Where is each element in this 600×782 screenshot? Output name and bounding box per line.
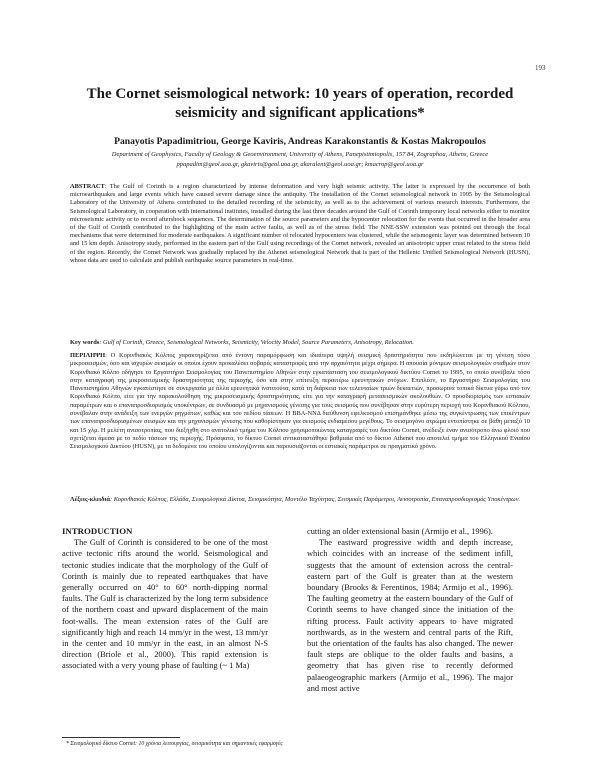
intro-paragraph-2: The eastward progressive width and depth increase, which coincides with an increase of the sediment infill, suggests that the amount of extension across the central-eastern part of the Gulf is greater than at the western boundary (Brooks & Ferentinos, 1984; Armijo et al., 1996). The faulting geometry at the eastern boundary of the Gulf of Corinth seems to have changed since the initiation of the rifting process. Fault activity appears to have migrated northwards, as in the western and central parts of the Rift, but the orientation of the faults has also changed. The newer fault steps are oblique to the older faults and basins, a geometry that has given rise to recently deformed palaeogeographic markers (Armijo et al., 1996). The major and most active [307,538,513,693]
keywords-label: Key words [70,339,100,346]
author-affiliation: Department of Geophysics, Faculty of Geology & Geoenvironment, University of Athens, Panepistimiopolis, 157 84, Zographou, Athens, Greece [111,151,489,158]
greek-keywords-label: Λέξεις-κλειδιά [70,496,110,503]
abstract-english [70,183,530,265]
section-heading-introduction: INTRODUCTION [62,526,133,536]
author-emails: ppapadim@geol.uoa.gr, gkaviris@geol.uoa.gr, akaralent@geol.uoa.gr; kmacrop@geol.uoa.gr [176,161,424,168]
intro-paragraph-1: The Gulf of Corinth is considered to be one of the most active tectonic rifts around the world. Seismological and tectonic studies indicate that the morphology of the Gulf of Corinth is mainly due to repeated earthquakes that have generally occurred on 40° to 60° north-dipping normal faults. The Gulf is characterized by the long term subsidence of the northern coast and upward displacement of the main foot-walls. The mean extension rates of the Gulf are significantly high and reach 14 mm/yr in the west, 13 mm/yr in the center and 10 mm/yr in the east, in an almost N-S direction (Briole et al., 2000). This rapid extension is associated with a very young phase of faulting (~ 1 Ma) [62,538,268,671]
greek-abstract-text: : Ο Κορινθιακός Κόλπος χαρακτηρίζεται από έντονη παραμόρφωση και ιδιαίτερα υψηλή σεισμική δραστηριότητα που εκδηλώνεται με τη γένεση τόσο μικροσεισμών, όσο και ισχυρών σεισμών οι οποίοι έχουν προκαλέσει σοβαρές καταστροφές από την αρχαιότητα μέχρι σήμερα. Η απουσία μόνιμων σεισμολογικών σταθμών στον Κορινθιακό Κόλπο οδήγησε το Εργαστήριο Σεισμολογίας του Πανεπιστημίου Αθηνών στην εγκατάσταση του σεισμολογικού δικτύου Cornet το 1995, το οποίο συνέβαλε τόσο στην καταγραφή της μικροσεισμικής δραστηριότητας της περιοχής, όσο και στην επίτευξη περαιτέρω ερευνητικών στόχων. Επιπλέον, το Εργαστήριο Σεισμολογίας του Πανεπιστημίου Αθηνών εγκατέστησε σε συνεργασία με άλλα ερευνητικά ινστιτούτα, κατά τη διάρκεια των τελευταίων τριών δεκαετιών, προσωρινά τοπικά δίκτυα γύρω από τον Κορινθιακό Κόλπο, είτε για την παρακολούθηση της μικροσεισμικής δραστηριότητας, είτε για την καταγραφή μετασεισμικών ακολουθιών. Ο προσδιορισμός των εστιακών παραμέτρων και ο επαναπροσδιορισμός υποκέντρων, σε συνδυασμό με μηχανισμούς γένεσης για τους σεισμούς που συνέβησαν στην ευρύτερη περιοχή του Κορινθιακού Κόλπου, συνέβαλαν στην ανάδειξη των ενεργών ρηγμάτων, καθώς και του πεδίου τάσεων. Η ΒΒΑ-ΝΝΔ διεύθυνση εφελκυσμού επισημάνθηκε μέσω της συγκέντρωσης των επικέντρων των επαναπροσδιορισμένων σεισμών και την μηχανισμών γένεσης που καθορίστηκαν για σεισμούς ενδιαμέσου μεγέθους. Το σεισμογόνο στρώμα εντοπίστηκε σε βάθη μεταξύ 10 και 15 χλμ. Η μελέτη ανισοτροπίας, που διεξήχθη στο ανατολικό τμήμα του Κόλπου χρησιμοποιώντας καταγραφές του δικτύου Cornet, ανέδειξε έναν ανισότροπο άνω φλοιό που σχετίζεται άμεσα με το πεδίο τάσεων της περιοχής. Πρόσφατα, το δίκτυο Cornet αντικαταστάθηκε βαθμιαία από το δίκτυο Athenet που αποτελεί τμήμα του Ελληνικού Ενιαίου Σεισμολογικού Δικτύου (HUSN), με τα δεδομένα του οποίου υπολογίζονται και παρουσιάζονται οι εστιακές παράμετροι σε πραγματικό χρόνο. [70,352,530,451]
body-column-left [62,526,268,672]
abstract-greek [70,352,530,452]
abstract-label: ABSTRACT [70,183,105,190]
footnote: * Σεισμολογικό δίκτυο Cornet: 10 χρόνια λειτουργίας, σεισμικότητα και σημαντικές εφαρμογές [66,741,283,747]
greek-keywords-text: : Κορινθιακός Κόλπος, Ελλάδα, Σεισμολογικά Δίκτυα, Σεισμικότητα, Μοντέλο Ταχύτητας, Σεισμικές Παράμετροι, Ανισοτροπία, Επαναπροσδιορισμός Υποκέντρων. [109,496,521,503]
body-column-right [307,526,513,694]
keywords-english [70,339,530,347]
page-number: 193 [535,64,546,72]
abstract-text: : The Gulf of Corinth is a region characterized by intense deformation and very high seismic activity. The latter is expressed by the occurrence of both microearthquakes and large events which have caused severe damage since the antiquity. The installation of the Cornet seismological network in 1995 by the Seismological Laboratory of the University of Athens contributed to the detailed recording of the seismicity, as well as to the achievement of various research interests. Furthermore, the Seismological Laboratory, in cooperation with international institutes, installed during the last three decades around the Gulf of Corinth temporary local networks either to monitor microseismic activity or to record aftershock sequences. The determination of the source parameters and the hypocenter relocation for the events that occurred in the broader area of the Gulf of Corinth contributed to the highlighting of the main active faults, as well as of the stress field. The NNE-SSW extension was pointed out through the focal mechanisms that were determined for moderate earthquakes. A significant number of relocated hypocenters was clustered, while the seismogenic layer was determined between 10 and 15 km depth. Anisotropy study, performed in the eastern part of the Gulf using recordings of the Cornet network, revealed an anisotropic upper crust related to the stress field of the region. Recently, the Cornet Network was gradually replaced by the Athenet seismological Network that is part of the Hellenic Unified Seismological Network (HUSN), whose data are used to calculate and publish earthquake source parameters in real-time. [70,183,530,264]
paper-title: The Cornet seismological network: 10 years of operation, recorded seismicity and significant applications* [86,86,514,121]
keywords-greek [70,496,530,504]
keywords-text: : Gulf of Corinth, Greece, Seismological Networks, Seismicity, Velocity Model, Source Parameters, Anisotropy, Relocation. [99,339,414,346]
author-list: Panayotis Papadimitriou, George Kaviris, Andreas Karakonstantis & Kostas Makropoulos [114,136,486,147]
greek-abstract-label: ΠΕΡΙΛΗΨΗ [70,352,106,359]
intro-paragraph-continued: cutting an older extensional basin (Armijo et al., 1996). [307,527,493,536]
footnote-divider [62,737,180,738]
